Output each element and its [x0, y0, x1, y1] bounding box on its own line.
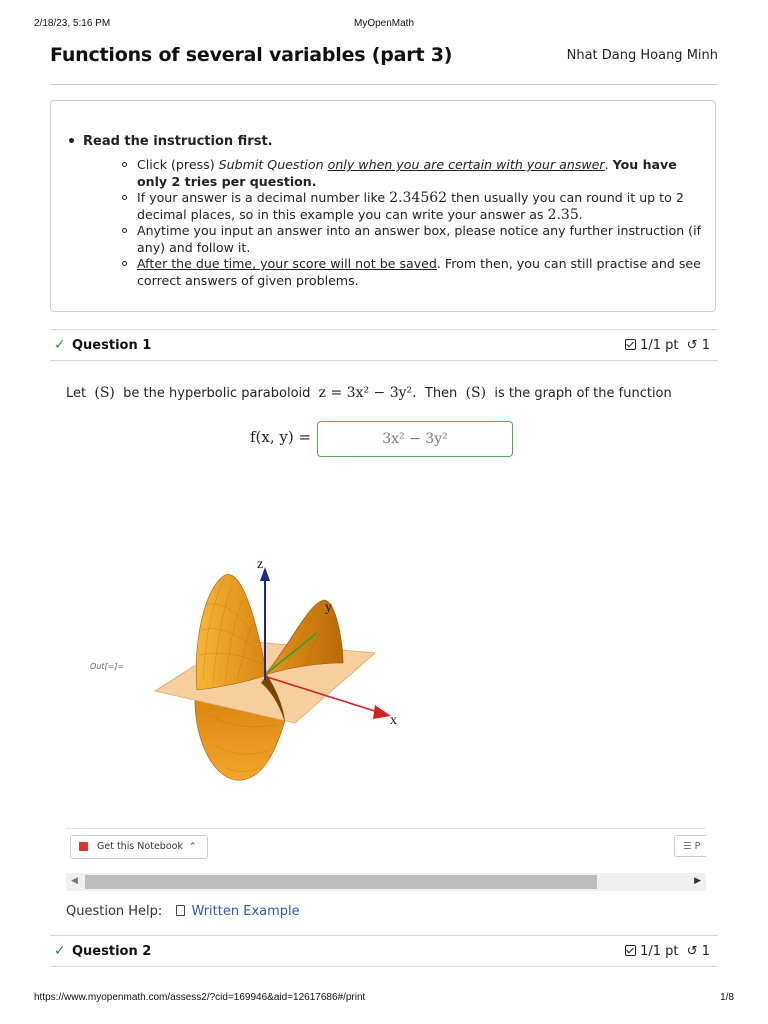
instruction-item: Anytime you input an answer into an answer box, please notice any further instruction (if any) and follow it.	[137, 223, 707, 256]
bullet-circle-icon	[122, 162, 127, 167]
question-help	[66, 904, 300, 919]
page-title: Functions of several variables (part 3)	[50, 44, 453, 66]
x-axis-arrow	[373, 705, 391, 719]
output-label: Out[=]=	[90, 662, 125, 671]
question-help-label: Question Help:	[66, 904, 163, 919]
header-divider	[50, 84, 718, 85]
retry-icon: ↺	[686, 944, 698, 959]
scroll-left-icon[interactable]: ◀	[71, 876, 78, 886]
print-page-number: 1/8	[720, 992, 734, 1003]
question-1-text: Let (S) be the hyperbolic paraboloid z = 3x² − 3y². Then (S) is the graph of the function	[66, 385, 672, 401]
question-2-score: 1/1 pt ↺ 1	[625, 944, 710, 959]
chevron-up-icon: ⌃	[188, 842, 197, 852]
instruction-item: Click (press) Submit Question only when you are certain with your answer. You have only 2 tries per question.	[137, 157, 707, 190]
question-2-header[interactable]	[50, 935, 718, 967]
print-url: https://www.myopenmath.com/assess2/?cid=169946&aid=12617686#/print	[34, 992, 366, 1003]
check-icon: ✓	[54, 337, 66, 353]
written-example-link[interactable]: Written Example	[176, 904, 299, 919]
score-checkbox-icon	[625, 945, 636, 956]
bullet-circle-icon	[122, 228, 127, 233]
notebook-toolbar	[66, 828, 706, 865]
get-notebook-button[interactable]: Get this Notebook ⌃	[70, 835, 208, 859]
z-axis-label: z	[257, 557, 264, 572]
function-label: f(x, y) =	[250, 428, 312, 446]
question-1-header[interactable]	[50, 329, 718, 361]
notebook-icon	[79, 842, 88, 851]
x-axis-label: x	[390, 713, 397, 728]
notebook-menu-button[interactable]: ☰ P	[674, 835, 706, 857]
document-icon	[176, 905, 185, 916]
retry-icon: ↺	[686, 338, 698, 353]
list-icon: ☰	[683, 841, 692, 852]
scrollbar-thumb[interactable]	[85, 875, 597, 889]
hyperbolic-paraboloid-plot	[85, 545, 425, 805]
question-1-score: 1/1 pt ↺ 1	[625, 338, 710, 353]
y-axis-label: y	[325, 600, 332, 615]
bullet-icon	[69, 138, 74, 143]
question-2-label: Question 2	[72, 944, 152, 959]
horizontal-scrollbar[interactable]	[66, 873, 706, 891]
instructions-box	[50, 100, 716, 312]
surface-left-lobe	[196, 574, 267, 690]
instructions-list	[137, 157, 707, 289]
print-site-title: MyOpenMath	[353, 18, 415, 29]
instructions-heading: Read the instruction first.	[83, 134, 273, 149]
bullet-circle-icon	[122, 261, 127, 266]
answer-input[interactable]: 3x² − 3y²	[317, 421, 513, 457]
instruction-item: If your answer is a decimal number like 2.34562 then usually you can round it up to 2 decimal places, so in this example you can write your answer as 2.35.	[137, 190, 707, 223]
scroll-right-icon[interactable]: ▶	[694, 876, 701, 886]
question-1-label: Question 1	[72, 338, 152, 353]
check-icon: ✓	[54, 943, 66, 959]
user-name: Nhat Dang Hoang Minh	[566, 48, 718, 63]
print-date: 2/18/23, 5:16 PM	[34, 18, 111, 29]
instruction-item: After the due time, your score will not be saved. From then, you can still practise and see correct answers of given problems.	[137, 256, 707, 289]
score-checkbox-icon	[625, 339, 636, 350]
bullet-circle-icon	[122, 195, 127, 200]
